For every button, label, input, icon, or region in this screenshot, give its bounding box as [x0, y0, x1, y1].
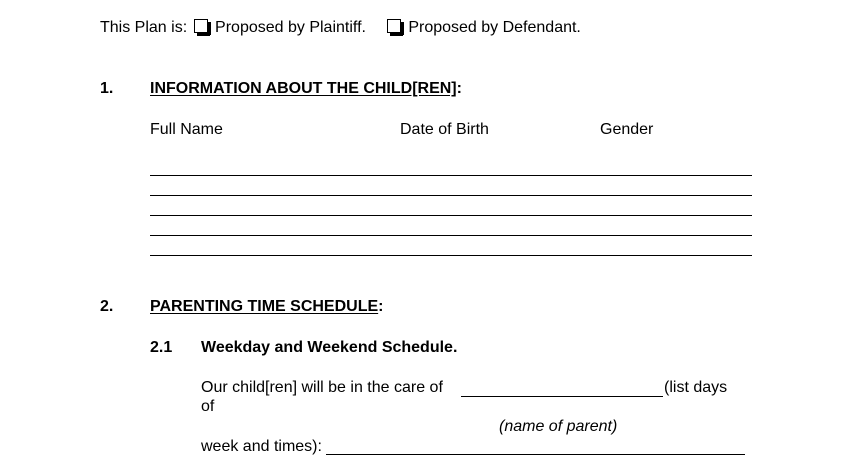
section-1-heading — [150, 80, 462, 98]
week-times-label: week and times): — [201, 438, 322, 455]
section-1-title: INFORMATION ABOUT THE CHILD[REN] — [150, 80, 457, 97]
plan-label: This Plan is: — [100, 19, 188, 36]
child-entry-line[interactable] — [150, 195, 752, 196]
child-entry-line[interactable] — [150, 215, 752, 216]
defendant-option-label: Proposed by Defendant. — [408, 19, 581, 36]
section-2-colon: : — [378, 298, 384, 315]
plan-proposed-row — [100, 19, 581, 37]
column-full-name: Full Name — [150, 121, 223, 138]
subsection-2-1-title: Weekday and Weekend Schedule. — [201, 339, 458, 356]
plaintiff-checkbox[interactable] — [194, 19, 208, 33]
section-1-number: 1. — [100, 80, 114, 97]
plaintiff-option-label: Proposed by Plaintiff. — [215, 19, 366, 36]
subsection-2-1-number: 2.1 — [150, 339, 173, 356]
defendant-checkbox[interactable] — [387, 19, 401, 33]
child-entry-line[interactable] — [150, 255, 752, 256]
parent-name-caption: (name of parent) — [499, 418, 618, 435]
column-gender: Gender — [600, 121, 654, 138]
section-2-number: 2. — [100, 298, 114, 315]
parent-name-field[interactable] — [461, 396, 663, 397]
column-date-of-birth: Date of Birth — [400, 121, 489, 138]
care-sentence-start: Our child[ren] will be in the care of — [201, 379, 443, 396]
section-2-heading — [150, 298, 383, 316]
section-1-colon: : — [456, 80, 462, 97]
child-entry-line[interactable] — [150, 175, 752, 176]
section-2-title: PARENTING TIME SCHEDULE — [150, 298, 379, 315]
week-times-field[interactable] — [326, 454, 745, 455]
child-entry-line[interactable] — [150, 235, 752, 236]
care-sentence-end: (list days — [664, 379, 728, 396]
care-sentence-of: of — [201, 398, 215, 415]
